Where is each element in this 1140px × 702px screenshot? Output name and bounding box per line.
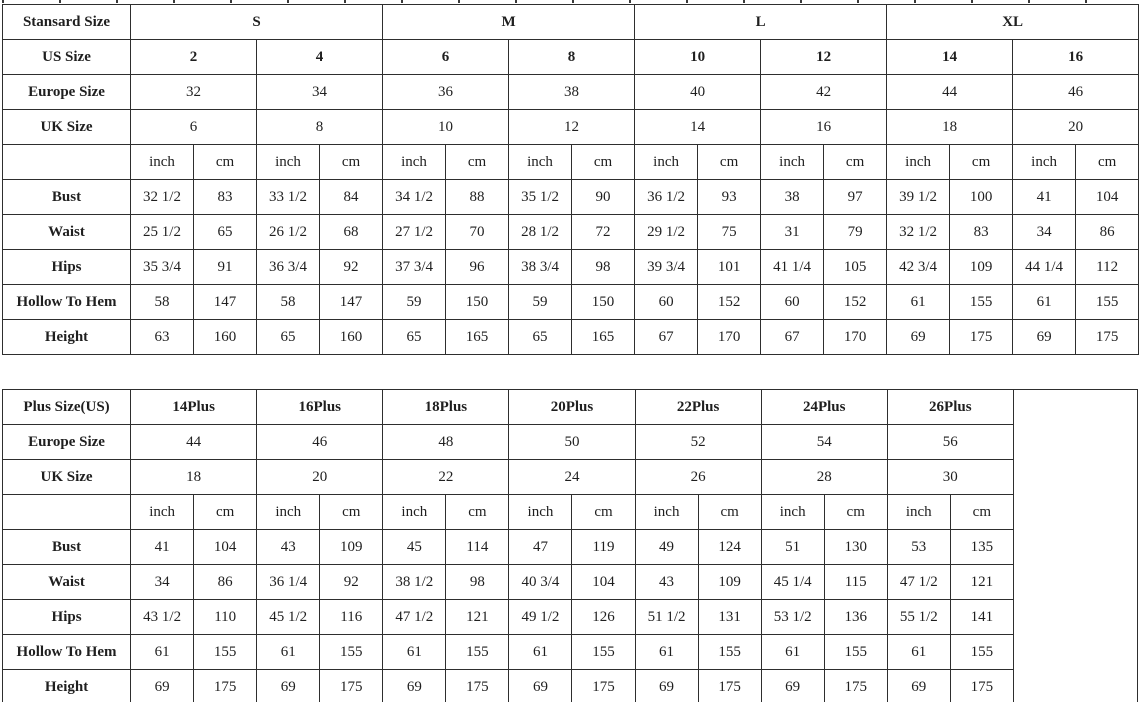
table-cell: 104	[1076, 180, 1139, 215]
table-cell: inch	[509, 145, 572, 180]
table-cell: 45 1/4	[761, 565, 824, 600]
table-cell: S	[131, 5, 383, 40]
table-cell: 175	[572, 670, 635, 702]
table-cell: 43	[257, 530, 320, 565]
row-label: Waist	[3, 565, 131, 600]
table-row	[3, 75, 1139, 110]
table-cell: 92	[320, 565, 383, 600]
table-row	[3, 635, 1138, 670]
table-row	[3, 5, 1139, 40]
table-cell: inch	[383, 145, 446, 180]
table-cell: 6	[131, 110, 257, 145]
table-cell: 69	[131, 670, 194, 702]
table-gap	[2, 355, 1138, 389]
table-cell: 38 3/4	[509, 250, 572, 285]
table-cell: 160	[320, 320, 383, 355]
table-cell: 34	[257, 75, 383, 110]
table-cell: 44	[887, 75, 1013, 110]
table-cell: 44	[131, 425, 257, 460]
table-cell: 84	[320, 180, 383, 215]
table-cell: 40 3/4	[509, 565, 572, 600]
table-cell: cm	[572, 495, 635, 530]
table-cell: 147	[194, 285, 257, 320]
table-cell: 175	[950, 320, 1013, 355]
table-cell: 35 1/2	[509, 180, 572, 215]
table-cell: inch	[887, 495, 950, 530]
table-cell: 150	[446, 285, 509, 320]
table-cell: cm	[950, 145, 1013, 180]
table-cell: 39 1/2	[887, 180, 950, 215]
table-cell: cm	[194, 145, 257, 180]
plus-size-table	[2, 389, 1138, 702]
table-cell: 55 1/2	[887, 600, 950, 635]
table-cell: 36 1/4	[257, 565, 320, 600]
table-cell: inch	[257, 495, 320, 530]
table-cell: 53	[887, 530, 950, 565]
table-cell: 170	[824, 320, 887, 355]
table-cell: L	[635, 5, 887, 40]
table-cell: 155	[446, 635, 509, 670]
table-cell: 28 1/2	[509, 215, 572, 250]
table-cell: 58	[257, 285, 320, 320]
row-label: Hollow To Hem	[3, 635, 131, 670]
table-cell: 28	[761, 460, 887, 495]
table-cell: 39 3/4	[635, 250, 698, 285]
row-label: Height	[3, 320, 131, 355]
table-cell: 116	[320, 600, 383, 635]
table-cell: 38	[509, 75, 635, 110]
table-cell: XL	[887, 5, 1139, 40]
table-cell: cm	[572, 145, 635, 180]
table-cell: 69	[383, 670, 446, 702]
table-cell: inch	[761, 495, 824, 530]
table-cell: 58	[131, 285, 194, 320]
table-cell: 65	[509, 320, 572, 355]
table-cell: 69	[635, 670, 698, 702]
table-cell: 26 1/2	[257, 215, 320, 250]
table-cell: 175	[446, 670, 509, 702]
row-label: Bust	[3, 180, 131, 215]
table-cell: 18Plus	[383, 390, 509, 425]
table-cell: 92	[320, 250, 383, 285]
table-cell: 30	[887, 460, 1013, 495]
table-cell: 6	[383, 40, 509, 75]
table-cell: 69	[509, 670, 572, 702]
table-cell: 14	[887, 40, 1013, 75]
table-cell: 35 3/4	[131, 250, 194, 285]
table-cell: 83	[950, 215, 1013, 250]
table-cell: 155	[824, 635, 887, 670]
table-cell: 25 1/2	[131, 215, 194, 250]
table-cell: 65	[194, 215, 257, 250]
table-cell: 175	[1076, 320, 1139, 355]
table-cell: 22	[383, 460, 509, 495]
table-cell: 152	[824, 285, 887, 320]
standard-size-table	[2, 4, 1139, 355]
table-cell: 98	[572, 250, 635, 285]
table-cell: inch	[761, 145, 824, 180]
table-row	[3, 285, 1139, 320]
table-cell: 112	[1076, 250, 1139, 285]
table-cell: 14Plus	[131, 390, 257, 425]
table-cell: 43	[635, 565, 698, 600]
table-cell: 36	[383, 75, 509, 110]
table-cell: inch	[1013, 145, 1076, 180]
row-label: Stansard Size	[3, 5, 131, 40]
table-cell: M	[383, 5, 635, 40]
row-label: Height	[3, 670, 131, 702]
table-cell: 46	[257, 425, 383, 460]
table-cell: 12	[509, 110, 635, 145]
table-cell: 45 1/2	[257, 600, 320, 635]
table-row	[3, 670, 1138, 702]
table-cell: cm	[824, 145, 887, 180]
table-cell: 41	[1013, 180, 1076, 215]
table-cell: 42 3/4	[887, 250, 950, 285]
table-cell: 86	[194, 565, 257, 600]
table-cell: 4	[257, 40, 383, 75]
table-cell: 61	[131, 635, 194, 670]
table-row	[3, 600, 1138, 635]
table-cell: 155	[950, 285, 1013, 320]
table-cell: 45	[383, 530, 446, 565]
table-cell: 160	[194, 320, 257, 355]
table-cell: 20Plus	[509, 390, 635, 425]
plus-size-table-body	[3, 390, 1138, 702]
table-cell: 72	[572, 215, 635, 250]
row-label: Bust	[3, 530, 131, 565]
table-cell: 165	[572, 320, 635, 355]
table-cell: 155	[572, 635, 635, 670]
table-cell	[1013, 390, 1137, 702]
table-cell: inch	[131, 495, 194, 530]
table-cell: 49 1/2	[509, 600, 572, 635]
table-cell: 61	[761, 635, 824, 670]
table-cell: 152	[698, 285, 761, 320]
table-cell: inch	[257, 145, 320, 180]
table-cell: 61	[635, 635, 698, 670]
table-cell: 32	[131, 75, 257, 110]
table-cell: 61	[887, 285, 950, 320]
table-cell: 155	[194, 635, 257, 670]
table-cell: 54	[761, 425, 887, 460]
table-cell: 90	[572, 180, 635, 215]
table-cell: cm	[1076, 145, 1139, 180]
table-cell: 60	[635, 285, 698, 320]
table-cell: 16Plus	[257, 390, 383, 425]
table-cell: 109	[698, 565, 761, 600]
table-cell: 18	[131, 460, 257, 495]
table-cell: 59	[383, 285, 446, 320]
table-cell: 51	[761, 530, 824, 565]
table-cell: 44 1/4	[1013, 250, 1076, 285]
table-cell: cm	[320, 495, 383, 530]
cropped-row-ticks	[2, 0, 1138, 3]
table-cell: 119	[572, 530, 635, 565]
table-cell: 101	[698, 250, 761, 285]
table-cell: 170	[698, 320, 761, 355]
table-cell: inch	[887, 145, 950, 180]
table-cell: inch	[509, 495, 572, 530]
table-row	[3, 530, 1138, 565]
table-cell: 96	[446, 250, 509, 285]
table-cell: 131	[698, 600, 761, 635]
table-cell: 69	[761, 670, 824, 702]
table-cell: 61	[257, 635, 320, 670]
table-cell: 41 1/4	[761, 250, 824, 285]
row-label: Europe Size	[3, 75, 131, 110]
table-cell: 20	[1013, 110, 1139, 145]
table-cell: 2	[131, 40, 257, 75]
row-label	[3, 145, 131, 180]
table-cell: 97	[824, 180, 887, 215]
table-cell: 136	[824, 600, 887, 635]
table-cell: 43 1/2	[131, 600, 194, 635]
table-cell: 32 1/2	[887, 215, 950, 250]
table-cell: 86	[1076, 215, 1139, 250]
table-cell: 18	[887, 110, 1013, 145]
table-cell: 50	[509, 425, 635, 460]
table-cell: cm	[194, 495, 257, 530]
table-cell: 48	[383, 425, 509, 460]
table-cell: 8	[257, 110, 383, 145]
table-cell: 115	[824, 565, 887, 600]
table-cell: cm	[824, 495, 887, 530]
table-cell: 29 1/2	[635, 215, 698, 250]
table-cell: 88	[446, 180, 509, 215]
table-row	[3, 40, 1139, 75]
table-cell: inch	[131, 145, 194, 180]
table-cell: 65	[257, 320, 320, 355]
table-cell: 12	[761, 40, 887, 75]
table-cell: cm	[446, 495, 509, 530]
table-row	[3, 250, 1139, 285]
table-cell: 69	[887, 670, 950, 702]
table-cell: 42	[761, 75, 887, 110]
table-cell: 33 1/2	[257, 180, 320, 215]
table-cell: 175	[320, 670, 383, 702]
table-cell: 26Plus	[887, 390, 1013, 425]
table-cell: 69	[257, 670, 320, 702]
table-cell: cm	[320, 145, 383, 180]
table-cell: 61	[887, 635, 950, 670]
table-cell: 38	[761, 180, 824, 215]
table-cell: 155	[1076, 285, 1139, 320]
table-cell: 38 1/2	[383, 565, 446, 600]
table-cell: 20	[257, 460, 383, 495]
table-cell: 121	[446, 600, 509, 635]
table-cell: 105	[824, 250, 887, 285]
table-cell: 24	[509, 460, 635, 495]
table-cell: 175	[950, 670, 1013, 702]
table-cell: cm	[698, 145, 761, 180]
table-cell: 141	[950, 600, 1013, 635]
row-label	[3, 495, 131, 530]
table-cell: 10	[383, 110, 509, 145]
table-cell: 36 1/2	[635, 180, 698, 215]
row-label: Waist	[3, 215, 131, 250]
table-cell: 104	[572, 565, 635, 600]
table-cell: 34 1/2	[383, 180, 446, 215]
table-cell: 98	[446, 565, 509, 600]
row-label: UK Size	[3, 460, 131, 495]
table-row	[3, 460, 1138, 495]
table-cell: 22Plus	[635, 390, 761, 425]
table-cell: 59	[509, 285, 572, 320]
row-label: Europe Size	[3, 425, 131, 460]
table-cell: 68	[320, 215, 383, 250]
table-cell: 34	[1013, 215, 1076, 250]
table-cell: 8	[509, 40, 635, 75]
table-cell: 135	[950, 530, 1013, 565]
standard-size-table-body	[3, 5, 1139, 355]
table-row	[3, 180, 1139, 215]
row-label: Hollow To Hem	[3, 285, 131, 320]
table-cell: 46	[1013, 75, 1139, 110]
table-cell: 24Plus	[761, 390, 887, 425]
table-cell: 61	[509, 635, 572, 670]
table-cell: 91	[194, 250, 257, 285]
table-cell: 121	[950, 565, 1013, 600]
table-cell: 130	[824, 530, 887, 565]
table-cell: 37 3/4	[383, 250, 446, 285]
table-cell: 155	[950, 635, 1013, 670]
table-cell: 114	[446, 530, 509, 565]
table-cell: 47 1/2	[383, 600, 446, 635]
table-cell: 124	[698, 530, 761, 565]
table-cell: 155	[320, 635, 383, 670]
table-cell: 65	[383, 320, 446, 355]
table-cell: 69	[1013, 320, 1076, 355]
table-cell: 83	[194, 180, 257, 215]
table-cell: 56	[887, 425, 1013, 460]
table-cell: 109	[320, 530, 383, 565]
table-cell: 41	[131, 530, 194, 565]
table-cell: 126	[572, 600, 635, 635]
table-cell: 51 1/2	[635, 600, 698, 635]
table-cell: 16	[761, 110, 887, 145]
table-cell: 109	[950, 250, 1013, 285]
table-cell: 104	[194, 530, 257, 565]
table-cell: 40	[635, 75, 761, 110]
table-cell: 14	[635, 110, 761, 145]
table-cell: 155	[698, 635, 761, 670]
table-cell: 69	[887, 320, 950, 355]
table-row	[3, 145, 1139, 180]
table-cell: inch	[635, 145, 698, 180]
table-cell: 53 1/2	[761, 600, 824, 635]
table-cell: 27 1/2	[383, 215, 446, 250]
table-cell: 52	[635, 425, 761, 460]
table-cell: cm	[950, 495, 1013, 530]
table-row	[3, 495, 1138, 530]
table-cell: 175	[194, 670, 257, 702]
table-cell: 93	[698, 180, 761, 215]
row-label: Hips	[3, 600, 131, 635]
table-cell: 10	[635, 40, 761, 75]
table-cell: 61	[1013, 285, 1076, 320]
table-cell: 63	[131, 320, 194, 355]
table-cell: 49	[635, 530, 698, 565]
table-cell: 79	[824, 215, 887, 250]
table-row	[3, 110, 1139, 145]
table-cell: inch	[635, 495, 698, 530]
table-cell: 110	[194, 600, 257, 635]
row-label: US Size	[3, 40, 131, 75]
table-cell: 67	[761, 320, 824, 355]
table-row	[3, 320, 1139, 355]
table-cell: 36 3/4	[257, 250, 320, 285]
row-label: Hips	[3, 250, 131, 285]
table-row	[3, 215, 1139, 250]
table-cell: 61	[383, 635, 446, 670]
table-cell: 32 1/2	[131, 180, 194, 215]
table-cell: 16	[1013, 40, 1139, 75]
table-cell: 34	[131, 565, 194, 600]
table-cell: cm	[698, 495, 761, 530]
table-cell: 150	[572, 285, 635, 320]
table-cell: inch	[383, 495, 446, 530]
table-cell: 26	[635, 460, 761, 495]
row-label: UK Size	[3, 110, 131, 145]
table-cell: 147	[320, 285, 383, 320]
table-cell: 100	[950, 180, 1013, 215]
table-cell: 31	[761, 215, 824, 250]
table-cell: 75	[698, 215, 761, 250]
table-cell: 47	[509, 530, 572, 565]
table-cell: 60	[761, 285, 824, 320]
table-row	[3, 425, 1138, 460]
row-label: Plus Size(US)	[3, 390, 131, 425]
table-cell: 47 1/2	[887, 565, 950, 600]
table-cell: 175	[698, 670, 761, 702]
table-cell: 165	[446, 320, 509, 355]
table-cell: 175	[824, 670, 887, 702]
table-row	[3, 565, 1138, 600]
table-cell: cm	[446, 145, 509, 180]
table-row	[3, 390, 1138, 425]
table-cell: 67	[635, 320, 698, 355]
table-cell: 70	[446, 215, 509, 250]
